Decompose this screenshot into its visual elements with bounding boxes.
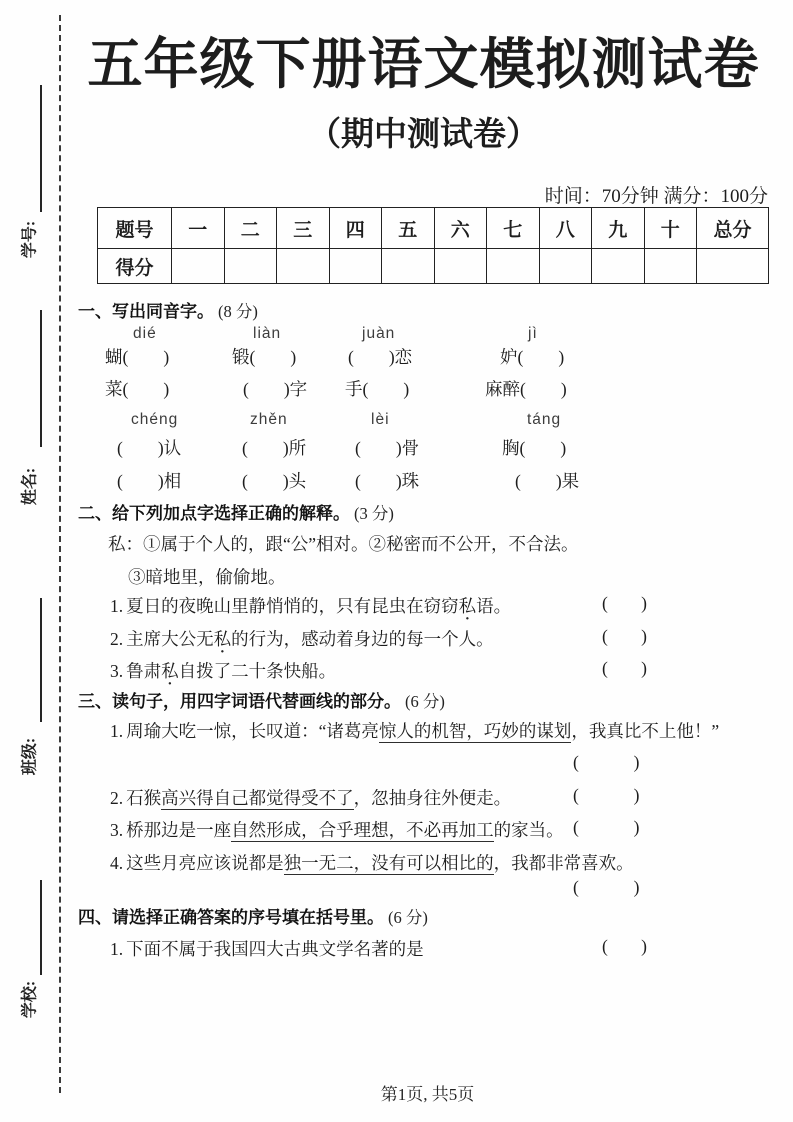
item-text: 的家当。 xyxy=(493,820,564,840)
item-text: 鲁肃 xyxy=(126,661,162,681)
answer-brackets: ( ) xyxy=(573,752,641,772)
margin-label-class: 班级: xyxy=(21,737,39,776)
fill-blank-item: 蝴( ) xyxy=(105,347,170,367)
fill-blank-item: ( )骨 xyxy=(355,438,420,458)
item-text: 主席大公无 xyxy=(126,629,214,649)
answer-brackets: ( ) xyxy=(602,626,648,646)
item-text: ，忽抽身往外便走。 xyxy=(353,788,512,808)
question-item xyxy=(110,817,564,842)
page-footer: 第1页, 共5页 xyxy=(380,1085,475,1104)
fill-blank-item: ( )认 xyxy=(117,438,182,458)
item-text: 这些月亮应该说都是 xyxy=(126,853,284,873)
question-item xyxy=(110,936,424,961)
item-text: 桥那边是一座 xyxy=(126,820,232,840)
pinyin-hint: lèi xyxy=(371,411,390,428)
underlined-phrase: 惊人的机智，巧妙的谋划 xyxy=(378,721,572,741)
answer-brackets: ( ) xyxy=(573,877,641,897)
question-item xyxy=(110,658,336,683)
fill-blank-item: 妒( ) xyxy=(500,347,565,367)
fill-blank-item: ( )相 xyxy=(117,471,182,491)
score-table-header-cell: 一 xyxy=(172,208,225,249)
pinyin-hint: jì xyxy=(528,325,538,342)
item-number: 3. xyxy=(110,820,124,840)
pinyin-hint: zhěn xyxy=(250,411,288,428)
score-row-label: 得分 xyxy=(98,249,172,284)
score-table-score-row xyxy=(98,249,769,284)
section-1-heading xyxy=(78,297,258,322)
section-3-score: (6 分) xyxy=(405,692,445,711)
question-item xyxy=(110,626,494,651)
item-number: 4. xyxy=(110,853,124,873)
section-2-title: 二、给下列加点字选择正确的解释。 xyxy=(78,504,350,523)
definition-line: 私：①属于个人的，跟“公”相对。②秘密而不公开，不合法。 xyxy=(108,534,579,554)
score-cell xyxy=(172,249,225,284)
fill-blank-item: ( )珠 xyxy=(355,471,420,491)
item-number: 2. xyxy=(110,629,124,649)
score-cell xyxy=(329,249,382,284)
fill-blank-item: ( )恋 xyxy=(348,347,413,367)
item-number: 1. xyxy=(110,721,124,741)
answer-brackets: ( ) xyxy=(602,593,648,613)
item-text: ，我都非常喜欢。 xyxy=(493,853,634,873)
section-2-score: (3 分) xyxy=(354,504,394,523)
score-cell xyxy=(487,249,540,284)
score-table-header-cell: 总分 xyxy=(697,208,769,249)
margin-label-name: 姓名: xyxy=(21,467,39,506)
class-blank-line xyxy=(40,598,42,722)
question-item xyxy=(110,593,511,618)
fill-blank-item: ( )果 xyxy=(515,471,580,491)
underlined-phrase: 独一无二，没有可以相比的 xyxy=(283,853,494,873)
item-number: 1. xyxy=(110,939,124,959)
score-table-header-row xyxy=(98,208,769,249)
pinyin-hint: juàn xyxy=(362,325,396,342)
exam-meta: 时间：70分钟 满分：100分 xyxy=(544,186,768,207)
section-1-score: (8 分) xyxy=(218,302,258,321)
score-table-header-cell: 三 xyxy=(277,208,330,249)
item-text: 自拨了二十条快船。 xyxy=(178,661,337,681)
section-2-heading xyxy=(78,499,394,524)
section-4-title: 四、请选择正确答案的序号填在括号里。 xyxy=(78,908,384,927)
pinyin-hint: liàn xyxy=(253,325,282,342)
fill-blank-item: 胸( ) xyxy=(502,438,567,458)
item-number: 1. xyxy=(110,596,124,616)
pinyin-hint: chéng xyxy=(131,411,179,428)
answer-brackets: ( ) xyxy=(602,936,648,956)
score-table-header-cell: 六 xyxy=(434,208,487,249)
score-cell xyxy=(644,249,697,284)
definition-line: ③暗地里，偷偷地。 xyxy=(128,567,286,587)
fill-blank-item: 菜( ) xyxy=(105,379,170,399)
score-cell xyxy=(592,249,645,284)
section-4-score: (6 分) xyxy=(388,908,428,927)
section-3-heading xyxy=(78,687,445,712)
answer-brackets: ( ) xyxy=(573,785,641,805)
score-table-header-cell: 题号 xyxy=(98,208,172,249)
score-table-header-cell: 四 xyxy=(329,208,382,249)
pinyin-hint: dié xyxy=(133,325,157,342)
fill-blank-item: ( )字 xyxy=(243,379,308,399)
score-table-header-cell: 八 xyxy=(539,208,592,249)
fill-blank-item: 锻( ) xyxy=(232,347,297,367)
question-item xyxy=(110,785,511,810)
name-blank-line xyxy=(40,310,42,447)
fill-blank-item: ( )所 xyxy=(242,438,307,458)
underlined-phrase: 自然形成，合乎理想，不必再加工 xyxy=(231,820,494,840)
fill-blank-item: 手( ) xyxy=(345,379,410,399)
section-1-title: 一、写出同音字。 xyxy=(78,302,214,321)
fill-blank-item: 麻醉( ) xyxy=(485,379,567,399)
question-item xyxy=(110,718,719,743)
question-item xyxy=(110,850,634,875)
item-number: 2. xyxy=(110,788,124,808)
score-table-header-cell: 十 xyxy=(644,208,697,249)
margin-label-school: 学校: xyxy=(21,980,39,1019)
score-cell xyxy=(434,249,487,284)
fill-blank-item: ( )头 xyxy=(242,471,307,491)
answer-brackets: ( ) xyxy=(573,817,641,837)
score-table xyxy=(97,207,769,284)
score-cell xyxy=(539,249,592,284)
item-text: 周瑜大吃一惊，长叹道：“诸葛亮 xyxy=(126,721,379,741)
score-table-header-cell: 二 xyxy=(224,208,277,249)
student-id-blank-line xyxy=(40,85,42,212)
item-text: 下面不属于我国四大古典文学名著的是 xyxy=(126,939,424,959)
emphasis-dot-char: 私 xyxy=(213,629,232,649)
seal-dashed-line xyxy=(59,15,61,1093)
underlined-phrase: 高兴得自己都觉得受不了 xyxy=(161,788,354,808)
pinyin-hint: táng xyxy=(527,411,562,428)
section-4-heading xyxy=(78,903,428,928)
emphasis-dot-char: 私 xyxy=(161,661,179,681)
page-subtitle: （期中测试卷） xyxy=(308,117,539,153)
item-text: 语。 xyxy=(476,596,512,616)
score-cell xyxy=(382,249,435,284)
item-text: 的行为，感动着身边的每一个人。 xyxy=(231,629,494,649)
score-cell xyxy=(277,249,330,284)
score-table-header-cell: 九 xyxy=(592,208,645,249)
emphasis-dot-char: 私 xyxy=(458,596,477,616)
section-3-title: 三、读句子，用四字词语代替画线的部分。 xyxy=(78,692,401,711)
item-text: 石猴 xyxy=(126,788,162,808)
item-number: 3. xyxy=(110,661,124,681)
score-cell xyxy=(224,249,277,284)
score-table-header-cell: 七 xyxy=(487,208,540,249)
answer-brackets: ( ) xyxy=(602,658,648,678)
margin-label-student-id: 学号: xyxy=(21,220,39,259)
score-table-header-cell: 五 xyxy=(382,208,435,249)
school-blank-line xyxy=(40,880,42,975)
score-cell xyxy=(697,249,769,284)
item-text: ，我真比不上他！” xyxy=(571,721,720,741)
page-title: 五年级下册语文模拟测试卷 xyxy=(87,34,760,95)
item-text: 夏日的夜晚山里静悄悄的，只有昆虫在窃窃 xyxy=(126,596,459,616)
